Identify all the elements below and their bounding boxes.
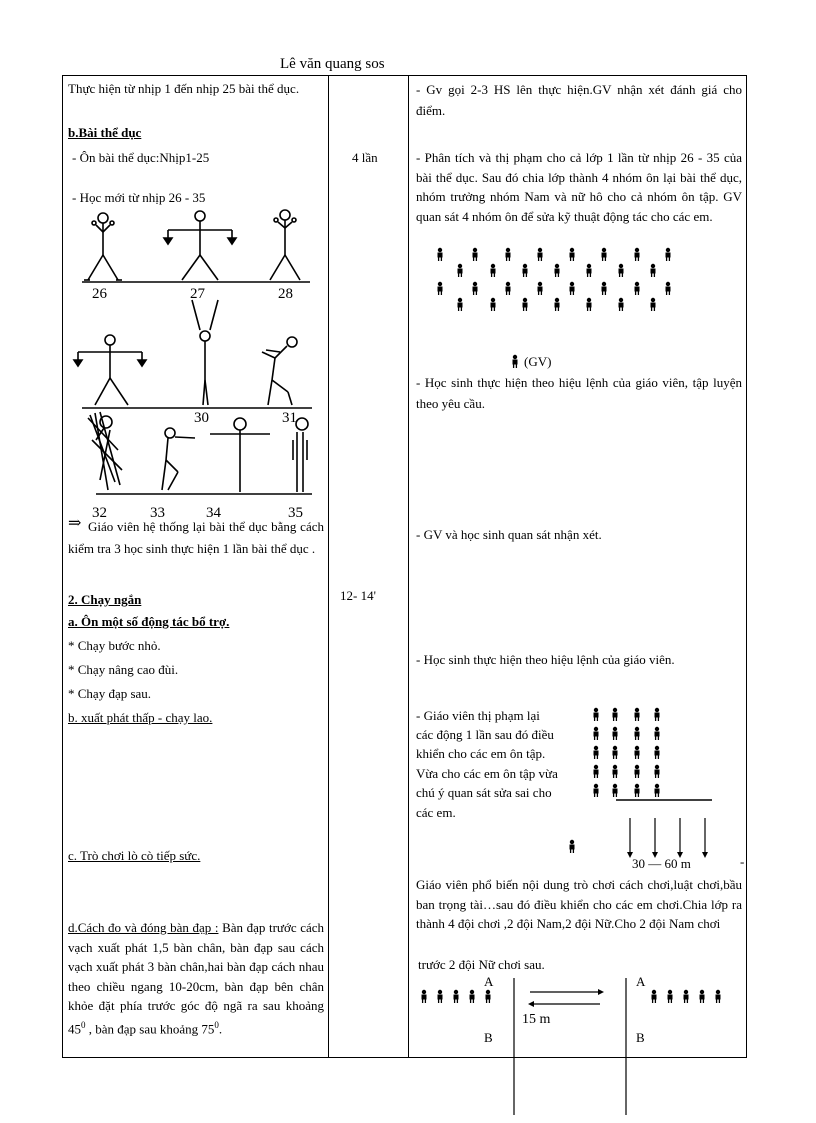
fig-label-35: 35	[288, 505, 303, 521]
group-student-icon	[458, 298, 463, 311]
group-student-icon	[570, 282, 575, 295]
right-text-6-line-3: khiển cho các em ôn tập.	[416, 746, 546, 761]
relay-arrow-right-head	[598, 989, 604, 995]
team-right-student-icon	[652, 990, 657, 1003]
page-title: Lê văn quang sos	[280, 56, 385, 72]
runner-student-icon	[594, 746, 599, 759]
measure-tail-1: , bàn đạp sau khoảng 75	[85, 1020, 215, 1036]
team-left-student-icon	[422, 990, 427, 1003]
group-student-icon	[491, 264, 496, 277]
group-student-icon	[619, 298, 624, 311]
degree-sup-2: 0	[214, 1019, 219, 1030]
group-student-icon	[555, 298, 560, 311]
right-text-7: Giáo viên phổ biến nội dung trò chơi cách chơi,luật chơi,bầu ban trọng tài…sau đó điều khiển cho các em chơi.Chia lớp ra thành 4 đội chơi ,2 đội Nam,2 đội Nữ.Cho 2 đội Nam chơi	[416, 877, 742, 931]
group-student-icon	[438, 248, 443, 261]
right-text-3: - Học sinh thực hiện theo hiệu lệnh của giáo viên, tập luyện theo yêu cầu.	[416, 375, 742, 411]
measure-body: Bàn đạp trước cách vạch xuất phát 1,5 bàn chân, bàn đạp sau cách vạch xuất phát 3 bàn chân,hai bàn đạp cách nhau theo chiều ngang 10-20cm, bàn đạp bên chân khỏe đặt phía trước góc độ ngã ra sau khoảng 45	[68, 920, 325, 1036]
group-student-icon	[587, 298, 592, 311]
run-arrow-head-4	[702, 852, 708, 858]
team-right-student-icon	[668, 990, 673, 1003]
team-b-label-1: B	[484, 1030, 493, 1045]
group-student-icon	[538, 282, 543, 295]
runner-student-icon	[594, 727, 599, 740]
runner-student-icon	[655, 727, 660, 740]
team-b-label-2: B	[636, 1030, 645, 1045]
fig-label-31: 31	[282, 410, 297, 426]
drill-item-2: * Chạy nâng cao đùi.	[68, 662, 179, 677]
learn-new-text: - Học mới từ nhịp 26 - 35	[72, 190, 206, 205]
group-student-icon	[538, 248, 543, 261]
group-student-icon	[473, 282, 478, 295]
teacher-check-body: Giáo viên hệ thống lại bài thể dục bằng cách kiểm tra 3 học sinh thực hiện 1 lần bài thể dục .	[68, 519, 324, 556]
group-student-icon	[666, 248, 671, 261]
runner-student-icon	[655, 784, 660, 797]
group-student-icon	[506, 282, 511, 295]
fig-label-28: 28	[278, 286, 293, 302]
runner-student-icon	[613, 727, 618, 740]
implies-arrow: ⇒	[68, 515, 82, 532]
runner-student-icon	[655, 746, 660, 759]
right-text-4: - GV và học sinh quan sát nhận xét.	[416, 527, 602, 542]
drill-item-1: * Chạy bước nhỏ.	[68, 638, 161, 653]
runner-student-icon	[635, 708, 640, 721]
group-student-icon	[570, 248, 575, 261]
teacher-icon	[513, 355, 518, 368]
heading-support-drills: a. Ôn một số động tác bổ trợ.	[68, 614, 230, 629]
intro-text: Thực hiện từ nhịp 1 đến nhịp 25 bài thể dục.	[68, 81, 300, 96]
right-text-6-line-5: chú ý quan sát sửa sai cho	[416, 785, 552, 800]
runner-student-icon	[655, 708, 660, 721]
relay-arrow-left-head	[528, 1001, 534, 1007]
right-text-2: - Phân tích và thị phạm cho cả lớp 1 lần từ nhịp 26 - 35 của bài thể dục. Sau đó chia lớp thành 4 nhóm ôn lại bài thể dục, nhóm trưởng nhóm Nam và nữ hô cho cả nhóm ôn tập. GV quan sát 4 nhóm ôn để sửa kỹ thuật động tác cho các em.	[416, 150, 742, 224]
team-a-label-1: A	[484, 974, 494, 989]
measure-tail-2: .	[218, 1020, 223, 1036]
group-student-icon	[666, 282, 671, 295]
fig-label-34: 34	[206, 505, 221, 521]
group-student-icon	[635, 248, 640, 261]
team-left-student-icon	[454, 990, 459, 1003]
team-left-student-icon	[486, 990, 491, 1003]
group-student-icon	[473, 248, 478, 261]
group-student-icon	[506, 248, 511, 261]
runner-student-icon	[594, 784, 599, 797]
fig-label-27: 27	[190, 286, 205, 302]
runner-student-icon	[613, 708, 618, 721]
runner-student-icon	[594, 765, 599, 778]
runner-student-icon	[635, 784, 640, 797]
runner-student-icon	[613, 765, 618, 778]
team-left-student-icon	[438, 990, 443, 1003]
dose-time: 12- 14'	[340, 588, 376, 603]
group-student-icon	[651, 264, 656, 277]
group-student-icon	[619, 264, 624, 277]
right-text-1: - Gv gọi 2-3 HS lên thực hiện.GV nhận xét đánh giá cho điểm.	[416, 82, 742, 118]
runner-student-icon	[594, 708, 599, 721]
group-student-icon	[602, 248, 607, 261]
group-student-icon	[587, 264, 592, 277]
distance-15m: 15 m	[522, 1012, 551, 1027]
group-student-icon	[458, 264, 463, 277]
heading-sprint: 2. Chạy ngắn	[68, 592, 142, 607]
fig-label-33: 33	[150, 505, 165, 521]
right-text-6-line-1: - Giáo viên thị phạm lại	[416, 708, 540, 723]
team-left-student-icon	[470, 990, 475, 1003]
team-right-student-icon	[684, 990, 689, 1003]
heading-exercise: b.Bài thể dục	[68, 125, 142, 140]
runner-student-icon	[655, 765, 660, 778]
fig-label-32: 32	[92, 505, 107, 521]
gv-label: (GV)	[524, 354, 552, 369]
group-student-icon	[438, 282, 443, 295]
heading-low-start: b. xuất phát thấp - chạy lao.	[68, 710, 213, 725]
group-student-icon	[491, 298, 496, 311]
group-student-icon	[523, 298, 528, 311]
dose-reps: 4 lần	[352, 150, 378, 165]
group-student-icon	[602, 282, 607, 295]
heading-relay-game: c. Trò chơi lò cò tiếp sức.	[68, 848, 201, 863]
group-student-icon	[635, 282, 640, 295]
runner-student-icon	[635, 727, 640, 740]
distance-dash: -	[740, 854, 745, 869]
runner-student-icon	[635, 765, 640, 778]
right-text-6-line-4: Vừa cho các em ôn tập vừa	[416, 766, 558, 781]
group-student-icon	[651, 298, 656, 311]
team-a-label-2: A	[636, 974, 646, 989]
group-student-icon	[523, 264, 528, 277]
right-text-6-line-6: các em.	[416, 805, 456, 820]
drill-item-3: * Chạy đạp sau.	[68, 686, 152, 701]
runner-student-icon	[635, 746, 640, 759]
fig-label-30: 30	[194, 410, 209, 426]
right-text-5: - Học sinh thực hiện theo hiệu lệnh của giáo viên.	[416, 652, 675, 667]
group-student-icon	[555, 264, 560, 277]
right-text-7b: trước 2 đội Nữ chơi sau.	[418, 957, 545, 972]
right-text-6-line-2: các động 1 lần sau đó điều	[416, 727, 554, 742]
coach-icon	[570, 840, 575, 853]
runner-student-icon	[613, 784, 618, 797]
review-text: - Ôn bài thể dục:Nhịp1-25	[72, 150, 210, 165]
runner-student-icon	[613, 746, 618, 759]
heading-measure: d.Cách đo và đóng bàn đạp :	[68, 920, 219, 935]
distance-label: 30 — 60 m	[632, 856, 691, 871]
team-right-student-icon	[700, 990, 705, 1003]
fig-label-26: 26	[92, 286, 107, 302]
team-right-student-icon	[716, 990, 721, 1003]
degree-sup-1: 0	[81, 1019, 86, 1030]
